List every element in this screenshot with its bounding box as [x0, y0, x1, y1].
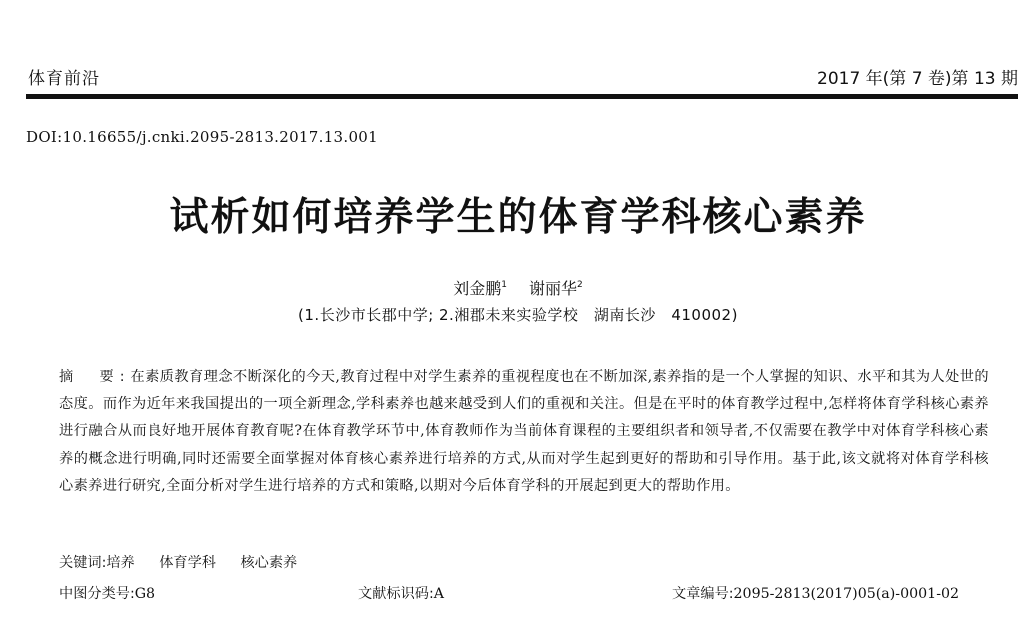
- keywords-line: [59, 552, 297, 572]
- article-number: [672, 583, 959, 603]
- author-line: [0, 276, 1036, 299]
- header-divider: [26, 94, 1018, 99]
- clc-value: G8: [134, 586, 156, 602]
- issue-info: 2017 年(第 7 卷)第 13 期: [817, 69, 1018, 89]
- journal-name: 体育前沿: [28, 69, 100, 89]
- doi-line: DOI:10.16655/j.cnki.2095-2813.2017.13.001: [26, 128, 378, 146]
- author-2-affil-mark: 2: [577, 280, 583, 290]
- doc-code-value: A: [433, 586, 444, 602]
- doc-code-label: 文献标识码:: [358, 586, 434, 602]
- abstract-label: 摘 要:: [59, 369, 131, 385]
- clc-label: 中图分类号:: [59, 586, 135, 602]
- clc-number: [59, 583, 155, 603]
- article-no-value: 2095-2813(2017)05(a)-0001-02: [733, 586, 960, 602]
- keywords-label: 关键词:: [59, 555, 107, 571]
- author-2: 谢丽华: [529, 279, 578, 298]
- author-1: 刘金鹏: [453, 279, 502, 298]
- author-1-affil-mark: 1: [501, 280, 507, 290]
- article-no-label: 文章编号:: [672, 586, 734, 602]
- keywords-values: 培养 体育学科 核心素养: [106, 555, 298, 571]
- abstract-block: [59, 364, 989, 500]
- document-code: [358, 583, 444, 603]
- abstract-text: 在素质教育理念不断深化的今天,教育过程中对学生素养的重视程度也在不断加深,素养指的是一个人掌握的知识、水平和其为人处世的态度。而作为近年来我国提出的一项全新理念,学科素养也越来越受到人们的重视和关注。但是在平时的体育教学过程中,怎样将体育学科核心素养进行融合从而良好地开展体育教育呢?在体育教学环节中,体育教师作为当前体育课程的主要组织者和领导者,不仅需要在教学中对体育学科核心素养的概念进行明确,同时还需要全面掌握对体育核心素养进行培养的方式,从而对学生起到更好的帮助和引导作用。基于此,该文就将对体育学科核心素养进行研究,全面分析对学生进行培养的方式和策略,以期对今后体育学科的开展起到更大的帮助作用。: [59, 369, 990, 494]
- paper-title: 试析如何培养学生的体育学科核心素养: [169, 195, 867, 240]
- affiliation-line: (1.长沙市长郡中学; 2.湘郡未来实验学校 湖南长沙 410002): [298, 306, 738, 324]
